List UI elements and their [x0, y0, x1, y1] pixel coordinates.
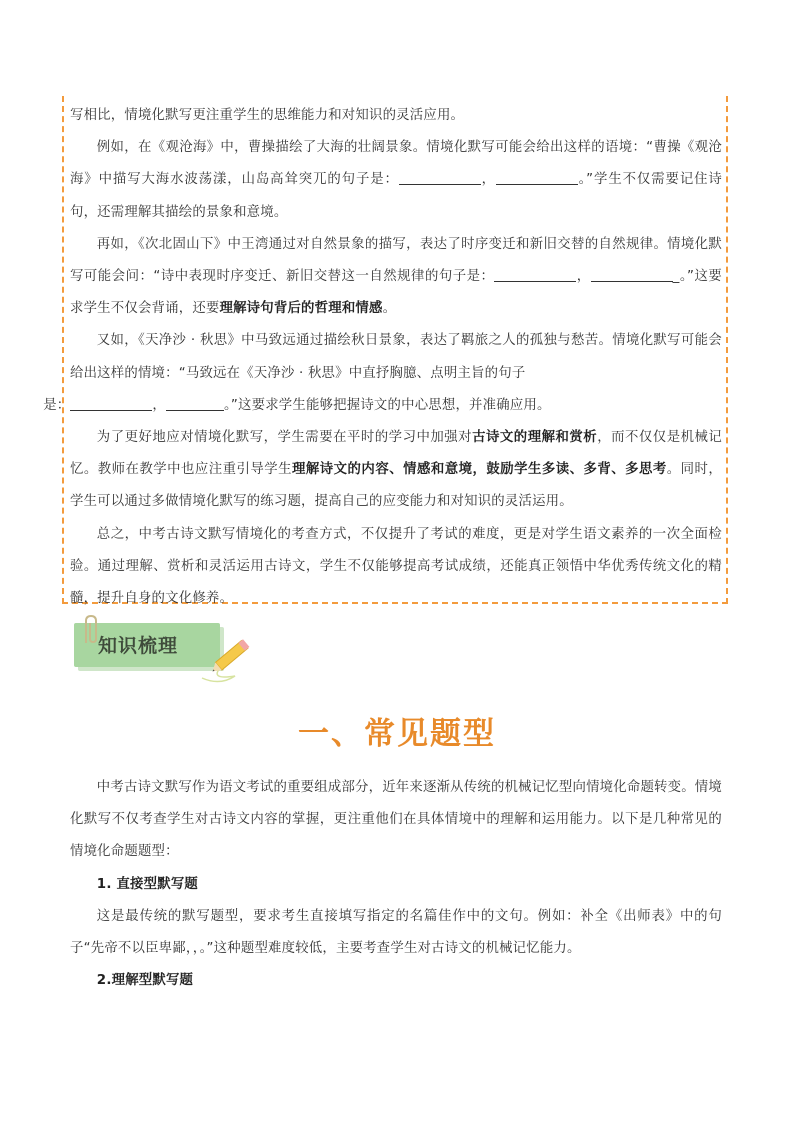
paragraph-direct: 这是最传统的默写题型，要求考生直接填写指定的名篇佳作中的文句。例如：补全《出师表》中的句子“先帝不以臣卑鄙，，。”这种题型难度较低，主要考查学生对古诗文的机械记忆能力。: [70, 908, 722, 957]
paragraph-beigushan: 再如，《次北固山下》中王湾通过对自然景象的描写，表达了时序变迁和新旧交替的自然规律。情境化默写可能会问：“诗中表现时序变迁、新旧交替这一自然规律的句子是： ， _。”这要求学生不仅会背诵，还要理解诗句背后的哲理和情感。: [70, 236, 722, 317]
subheading-direct: 1. 直接型默写题: [96, 876, 199, 892]
excerpt-text: [43, 100, 722, 615]
answer-blank: [496, 170, 578, 185]
main-content: [70, 772, 722, 997]
pencil-icon: [190, 628, 260, 688]
answer-blank: [494, 267, 576, 282]
paragraph-summary: 总之，中考古诗文默写情境化的考查方式，不仅提升了考试的难度，更是对学生语文素养的一次全面检验。通过理解、赏析和灵活运用古诗文，学生不仅能够提高考试成绩，还能真正领悟中华优秀传统文化的精髓，提升自身的文化修养。: [70, 526, 722, 607]
answer-blank: [70, 396, 152, 411]
subheading-understanding: 2.理解型默写题: [96, 973, 194, 989]
answer-blank: [591, 267, 673, 282]
answer-blank: [399, 170, 481, 185]
paragraph: 写相比，情境化默写更注重学生的思维能力和对知识的灵活应用。: [70, 108, 465, 123]
paragraph-guanhai: 例如，在《观沧海》中，曹操描绘了大海的壮阔景象。情境化默写可能会给出这样的语境：“曹操《观沧海》中描写大海水波荡漾，山岛高耸突兀的句子是： ， 。”学生不仅需要记住诗句，还需理解其描绘的景象和意境。: [70, 140, 722, 220]
paragraph-qiusi: 又如，《天净沙 · 秋思》中马致远通过描绘秋日景象，表达了羁旅之人的孤独与愁苦。情境化默写可能会给出这样的情境：“马致远在《天净沙 · 秋思》中直抒胸臆、点明主旨的句子 是： ， 。”这要求学生能够把握诗文的中心思想，并准确应用。: [43, 333, 722, 413]
answer-blank: [166, 396, 224, 411]
paperclip-icon: [80, 613, 102, 647]
intro-paragraph: 中考古诗文默写作为语文考试的重要组成部分，近年来逐渐从传统的机械记忆型向情境化命题转变。情境化默写不仅考查学生对古诗文内容的掌握，更注重他们在具体情境中的理解和运用能力。以下是几种常见的情境化命题题型：: [70, 780, 722, 860]
section-title: 一、常见题型: [298, 716, 496, 752]
banner-label: 知识梳理: [98, 635, 179, 657]
paragraph-strategy: 为了更好地应对情境化默写，学生需要在平时的学习中加强对古诗文的理解和赏析，而不仅仅是机械记忆。教师在教学中也应注重引导学生理解诗文的内容、情感和意境，鼓励学生多读、多背、多思考。同时，学生可以通过多做情境化默写的练习题，提高自己的应变能力和对知识的灵活运用。: [70, 430, 722, 510]
